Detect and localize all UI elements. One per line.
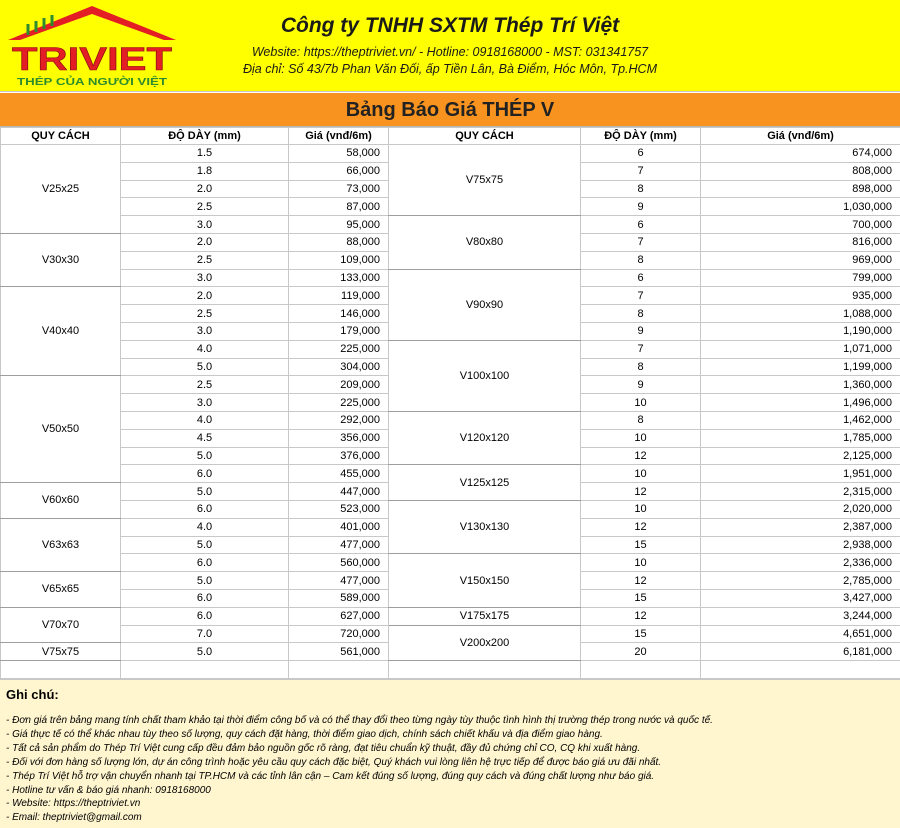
spec-cell-left: V25x25 [1, 145, 121, 234]
price-cell-right: 1,199,000 [701, 358, 900, 376]
price-cell-left: 146,000 [289, 305, 389, 323]
price-cell-right: 1,785,000 [701, 429, 900, 447]
thickness-cell-right: 12 [581, 518, 701, 536]
price-cell-right: 1,496,000 [701, 394, 900, 412]
table-row [1, 625, 900, 643]
thickness-cell-left: 6.0 [121, 589, 289, 607]
thickness-cell-right: 20 [581, 643, 701, 661]
price-cell-right: 2,938,000 [701, 536, 900, 554]
spec-cell-left: V30x30 [1, 233, 121, 286]
thickness-cell-right: 15 [581, 625, 701, 643]
col-header-thickness-left: ĐỘ DÀY (mm) [121, 128, 289, 145]
spec-cell-right: V80x80 [389, 216, 581, 269]
spec-cell-right: V125x125 [389, 465, 581, 501]
notes-list [6, 714, 894, 825]
table-body [1, 145, 900, 679]
thickness-cell-left: 5.0 [121, 358, 289, 376]
thickness-cell-right: 7 [581, 162, 701, 180]
thickness-cell-left: 7.0 [121, 625, 289, 643]
company-address: Địa chỉ: Số 43/7b Phan Văn Đối, ấp Tiền Lân, Bà Điểm, Hóc Môn, Tp.HCM [243, 62, 657, 76]
price-cell-left: 292,000 [289, 411, 389, 429]
thickness-cell-left: 5.0 [121, 643, 289, 661]
spec-cell-left: V50x50 [1, 376, 121, 483]
spec-cell-right: V90x90 [389, 269, 581, 340]
company-contact: Website: https://theptriviet.vn/ - Hotline: 0918168000 - MST: 031341757 [251, 45, 649, 59]
thickness-cell-right: 6 [581, 269, 701, 287]
spec-cell-right: V200x200 [389, 625, 581, 661]
thickness-cell-right: 8 [581, 251, 701, 269]
price-cell-left: 561,000 [289, 643, 389, 661]
price-cell-right: 808,000 [701, 162, 900, 180]
spec-cell-left: V70x70 [1, 607, 121, 643]
empty-cell [389, 661, 581, 679]
thickness-cell-left: 2.5 [121, 376, 289, 394]
price-cell-left: 523,000 [289, 500, 389, 518]
thickness-cell-left: 2.5 [121, 198, 289, 216]
note-item: - Tất cả sản phẩm do Thép Trí Việt cung cấp đều đảm bảo nguồn gốc rõ ràng, đạt tiêu chuẩn kỹ thuật, đầy đủ chứng chỉ CO, CQ khi xuất hàng. [6, 742, 641, 754]
price-cell-left: 225,000 [289, 394, 389, 412]
thickness-cell-right: 9 [581, 198, 701, 216]
price-cell-right: 1,462,000 [701, 411, 900, 429]
spec-cell-left: V40x40 [1, 287, 121, 376]
thickness-cell-right: 12 [581, 483, 701, 501]
thickness-cell-left: 2.0 [121, 287, 289, 305]
thickness-cell-left: 6.0 [121, 500, 289, 518]
page-title: Bảng Báo Giá THÉP V [345, 99, 555, 121]
price-cell-right: 674,000 [701, 145, 900, 163]
thickness-cell-left: 1.8 [121, 162, 289, 180]
thickness-cell-right: 8 [581, 305, 701, 323]
thickness-cell-left: 4.0 [121, 340, 289, 358]
price-cell-left: 119,000 [289, 287, 389, 305]
price-cell-left: 589,000 [289, 589, 389, 607]
price-cell-right: 1,360,000 [701, 376, 900, 394]
price-cell-left: 225,000 [289, 340, 389, 358]
thickness-cell-left: 5.0 [121, 572, 289, 590]
price-cell-left: 88,000 [289, 233, 389, 251]
price-cell-left: 58,000 [289, 145, 389, 163]
thickness-cell-left: 2.5 [121, 305, 289, 323]
thickness-cell-right: 8 [581, 411, 701, 429]
price-cell-right: 799,000 [701, 269, 900, 287]
table-row [1, 554, 900, 572]
price-cell-right: 1,071,000 [701, 340, 900, 358]
price-cell-left: 720,000 [289, 625, 389, 643]
note-item: - Giá thực tế có thể khác nhau tùy theo số lượng, quy cách đặt hàng, thời điểm giao dịch, chính sách chiết khấu và địa điểm giao hàng. [6, 728, 603, 740]
spec-cell-left: V63x63 [1, 518, 121, 571]
thickness-cell-right: 10 [581, 394, 701, 412]
table-header-row [1, 128, 900, 145]
note-item: - Đối với đơn hàng số lượng lớn, dự án công trình hoặc yêu cầu quy cách đặc biệt, Quý khách vui lòng liên hệ trực tiếp để được báo giá ưu đãi nhất. [6, 756, 662, 768]
price-cell-right: 6,181,000 [701, 643, 900, 661]
notes-title: Ghi chú: [6, 687, 59, 702]
thickness-cell-right: 12 [581, 447, 701, 465]
table-row [1, 145, 900, 163]
col-header-price-right: Giá (vnđ/6m) [701, 128, 900, 145]
price-cell-right: 1,190,000 [701, 322, 900, 340]
thickness-cell-left: 4.0 [121, 411, 289, 429]
note-item: - Email: theptriviet@gmail.com [6, 812, 142, 824]
price-cell-left: 477,000 [289, 536, 389, 554]
table-row [1, 216, 900, 234]
price-cell-right: 2,315,000 [701, 483, 900, 501]
note-item: - Website: https://theptriviet.vn [6, 798, 141, 810]
price-cell-left: 304,000 [289, 358, 389, 376]
thickness-cell-right: 8 [581, 358, 701, 376]
triviet-logo [6, 4, 178, 90]
price-cell-left: 627,000 [289, 607, 389, 625]
price-cell-right: 2,387,000 [701, 518, 900, 536]
spec-cell-right: V175x175 [389, 607, 581, 625]
note-item: - Hotline tư vấn & báo giá nhanh: 0918168000 [6, 784, 211, 796]
thickness-cell-right: 7 [581, 340, 701, 358]
thickness-cell-left: 6.0 [121, 554, 289, 572]
thickness-cell-left: 2.5 [121, 251, 289, 269]
col-header-spec-right: QUY CÁCH [389, 128, 581, 145]
thickness-cell-right: 15 [581, 589, 701, 607]
thickness-cell-right: 10 [581, 429, 701, 447]
table-row [1, 340, 900, 358]
thickness-cell-right: 10 [581, 500, 701, 518]
price-cell-right: 1,951,000 [701, 465, 900, 483]
thickness-cell-right: 9 [581, 376, 701, 394]
thickness-cell-left: 6.0 [121, 607, 289, 625]
price-cell-right: 3,244,000 [701, 607, 900, 625]
thickness-cell-left: 3.0 [121, 216, 289, 234]
price-cell-left: 356,000 [289, 429, 389, 447]
price-cell-left: 477,000 [289, 572, 389, 590]
price-cell-right: 2,785,000 [701, 572, 900, 590]
thickness-cell-left: 2.0 [121, 180, 289, 198]
price-cell-left: 133,000 [289, 269, 389, 287]
thickness-cell-left: 5.0 [121, 447, 289, 465]
price-cell-left: 73,000 [289, 180, 389, 198]
col-header-spec-left: QUY CÁCH [1, 128, 121, 145]
thickness-cell-left: 2.0 [121, 233, 289, 251]
thickness-cell-left: 4.5 [121, 429, 289, 447]
empty-cell [289, 661, 389, 679]
price-cell-right: 1,030,000 [701, 198, 900, 216]
thickness-cell-left: 3.0 [121, 269, 289, 287]
price-cell-left: 66,000 [289, 162, 389, 180]
thickness-cell-right: 12 [581, 572, 701, 590]
spec-cell-right: V100x100 [389, 340, 581, 411]
spec-cell-left: V65x65 [1, 572, 121, 608]
empty-cell [121, 661, 289, 679]
company-name: Công ty TNHH SXTM Thép Trí Việt [280, 14, 620, 37]
thickness-cell-left: 5.0 [121, 536, 289, 554]
logo-brand-text: TRIVIET [12, 41, 173, 77]
thickness-cell-right: 12 [581, 607, 701, 625]
col-header-price-left: Giá (vnđ/6m) [289, 128, 389, 145]
price-cell-left: 401,000 [289, 518, 389, 536]
table-row [1, 661, 900, 679]
notes-section [0, 679, 900, 828]
thickness-cell-right: 9 [581, 322, 701, 340]
price-cell-right: 700,000 [701, 216, 900, 234]
price-cell-right: 2,125,000 [701, 447, 900, 465]
price-cell-left: 109,000 [289, 251, 389, 269]
table-row [1, 411, 900, 429]
price-cell-left: 179,000 [289, 322, 389, 340]
empty-cell [701, 661, 900, 679]
spec-cell-right: V120x120 [389, 411, 581, 464]
price-cell-right: 4,651,000 [701, 625, 900, 643]
price-cell-left: 447,000 [289, 483, 389, 501]
note-item: - Đơn giá trên bảng mang tính chất tham khảo tại thời điểm công bố và có thể thay đổi theo từng ngày tùy thuộc tình hình thị trường thép trong nước và quốc tế. [6, 715, 713, 726]
table-row [1, 269, 900, 287]
thickness-cell-right: 8 [581, 180, 701, 198]
price-cell-right: 969,000 [701, 251, 900, 269]
price-cell-left: 95,000 [289, 216, 389, 234]
price-cell-left: 87,000 [289, 198, 389, 216]
thickness-cell-left: 4.0 [121, 518, 289, 536]
price-cell-right: 2,020,000 [701, 500, 900, 518]
empty-cell [581, 661, 701, 679]
thickness-cell-right: 7 [581, 287, 701, 305]
company-header [0, 0, 900, 92]
price-cell-right: 2,336,000 [701, 554, 900, 572]
price-table [0, 127, 900, 679]
spec-cell-right: V75x75 [389, 145, 581, 216]
price-cell-left: 560,000 [289, 554, 389, 572]
price-cell-left: 209,000 [289, 376, 389, 394]
thickness-cell-left: 6.0 [121, 465, 289, 483]
spec-cell-left: V60x60 [1, 483, 121, 519]
thickness-cell-left: 3.0 [121, 394, 289, 412]
thickness-cell-right: 10 [581, 465, 701, 483]
thickness-cell-right: 6 [581, 216, 701, 234]
price-cell-right: 935,000 [701, 287, 900, 305]
price-cell-right: 816,000 [701, 233, 900, 251]
price-cell-right: 3,427,000 [701, 589, 900, 607]
price-cell-left: 455,000 [289, 465, 389, 483]
table-row [1, 607, 900, 625]
thickness-cell-right: 15 [581, 536, 701, 554]
empty-cell [1, 661, 121, 679]
note-item: - Thép Trí Việt hỗ trợ vận chuyển nhanh tại TP.HCM và các tỉnh lân cận – Cam kết đúng số lượng, đúng quy cách và đúng chất lượng như báo giá. [6, 770, 655, 782]
price-table-title-bar [0, 93, 900, 127]
thickness-cell-left: 1.5 [121, 145, 289, 163]
spec-cell-left: V75x75 [1, 643, 121, 661]
price-cell-right: 1,088,000 [701, 305, 900, 323]
price-cell-right: 898,000 [701, 180, 900, 198]
col-header-thickness-right: ĐỘ DÀY (mm) [581, 128, 701, 145]
spec-cell-right: V130x130 [389, 500, 581, 553]
table-row [1, 500, 900, 518]
logo-slogan-text: THÉP CỦA NGƯỜI VIỆT [17, 77, 130, 88]
thickness-cell-left: 5.0 [121, 483, 289, 501]
table-row [1, 465, 900, 483]
price-cell-left: 376,000 [289, 447, 389, 465]
thickness-cell-right: 7 [581, 233, 701, 251]
spec-cell-right: V150x150 [389, 554, 581, 607]
thickness-cell-right: 10 [581, 554, 701, 572]
thickness-cell-right: 6 [581, 145, 701, 163]
thickness-cell-left: 3.0 [121, 322, 289, 340]
